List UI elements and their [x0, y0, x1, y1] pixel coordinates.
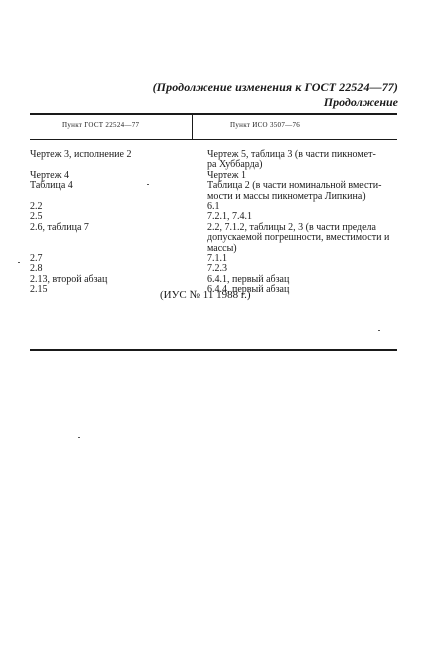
footer-note: (ИУС № 11 1988 г.)	[160, 289, 251, 301]
iso-clause: 6.1	[207, 201, 220, 212]
iso-clause: ра Хуббарда)	[207, 159, 263, 170]
gost-clause: 2.2	[30, 201, 43, 212]
iso-clause: мости и массы пикнометра Липкина)	[207, 191, 366, 202]
scan-speck	[18, 262, 20, 263]
scan-speck	[378, 330, 380, 331]
gost-clause: 2.6, таблица 7	[30, 222, 89, 233]
iso-clause: 7.1.1	[207, 253, 227, 264]
iso-clause: Таблица 2 (в части номинальной вмести-	[207, 180, 382, 191]
column-header-gost: Пункт ГОСТ 22524—77	[62, 121, 140, 129]
gost-clause: Таблица 4	[30, 180, 73, 191]
column-divider	[192, 113, 193, 140]
iso-clause: 6.4.4, первый абзац	[207, 284, 290, 295]
gost-clause: 2.15	[30, 284, 48, 295]
table-top-rule	[30, 113, 397, 115]
iso-clause: 6.4.1, первый абзац	[207, 274, 290, 285]
scan-speck	[147, 184, 149, 185]
column-header-iso: Пункт ИСО 3507—76	[230, 121, 301, 129]
iso-clause: Чертеж 1	[207, 170, 247, 181]
iso-clause: допускаемой погрешности, вместимости и	[207, 232, 390, 243]
header-continued: Продолжение	[323, 95, 398, 109]
iso-clause: массы)	[207, 243, 237, 254]
iso-clause: 7.2.1, 7.4.1	[207, 211, 252, 222]
gost-clause: Чертеж 3, исполнение 2	[30, 149, 132, 160]
iso-clause: 7.2.3	[207, 263, 227, 274]
gost-clause: 2.8	[30, 263, 43, 274]
iso-clause: 2.2, 7.1.2, таблицы 2, 3 (в части предела	[207, 222, 376, 233]
gost-clause: 2.5	[30, 211, 43, 222]
gost-clause: 2.13, второй абзац	[30, 274, 108, 285]
iso-clause: Чертеж 5, таблица 3 (в части пикномет-	[207, 149, 376, 160]
gost-clause: 2.7	[30, 253, 43, 264]
scan-speck	[78, 437, 80, 438]
table-head-rule	[30, 139, 397, 140]
table-bottom-rule	[30, 349, 397, 351]
header-continuation: (Продолжение изменения к ГОСТ 22524—77)	[152, 80, 398, 94]
gost-clause: Чертеж 4	[30, 170, 70, 181]
